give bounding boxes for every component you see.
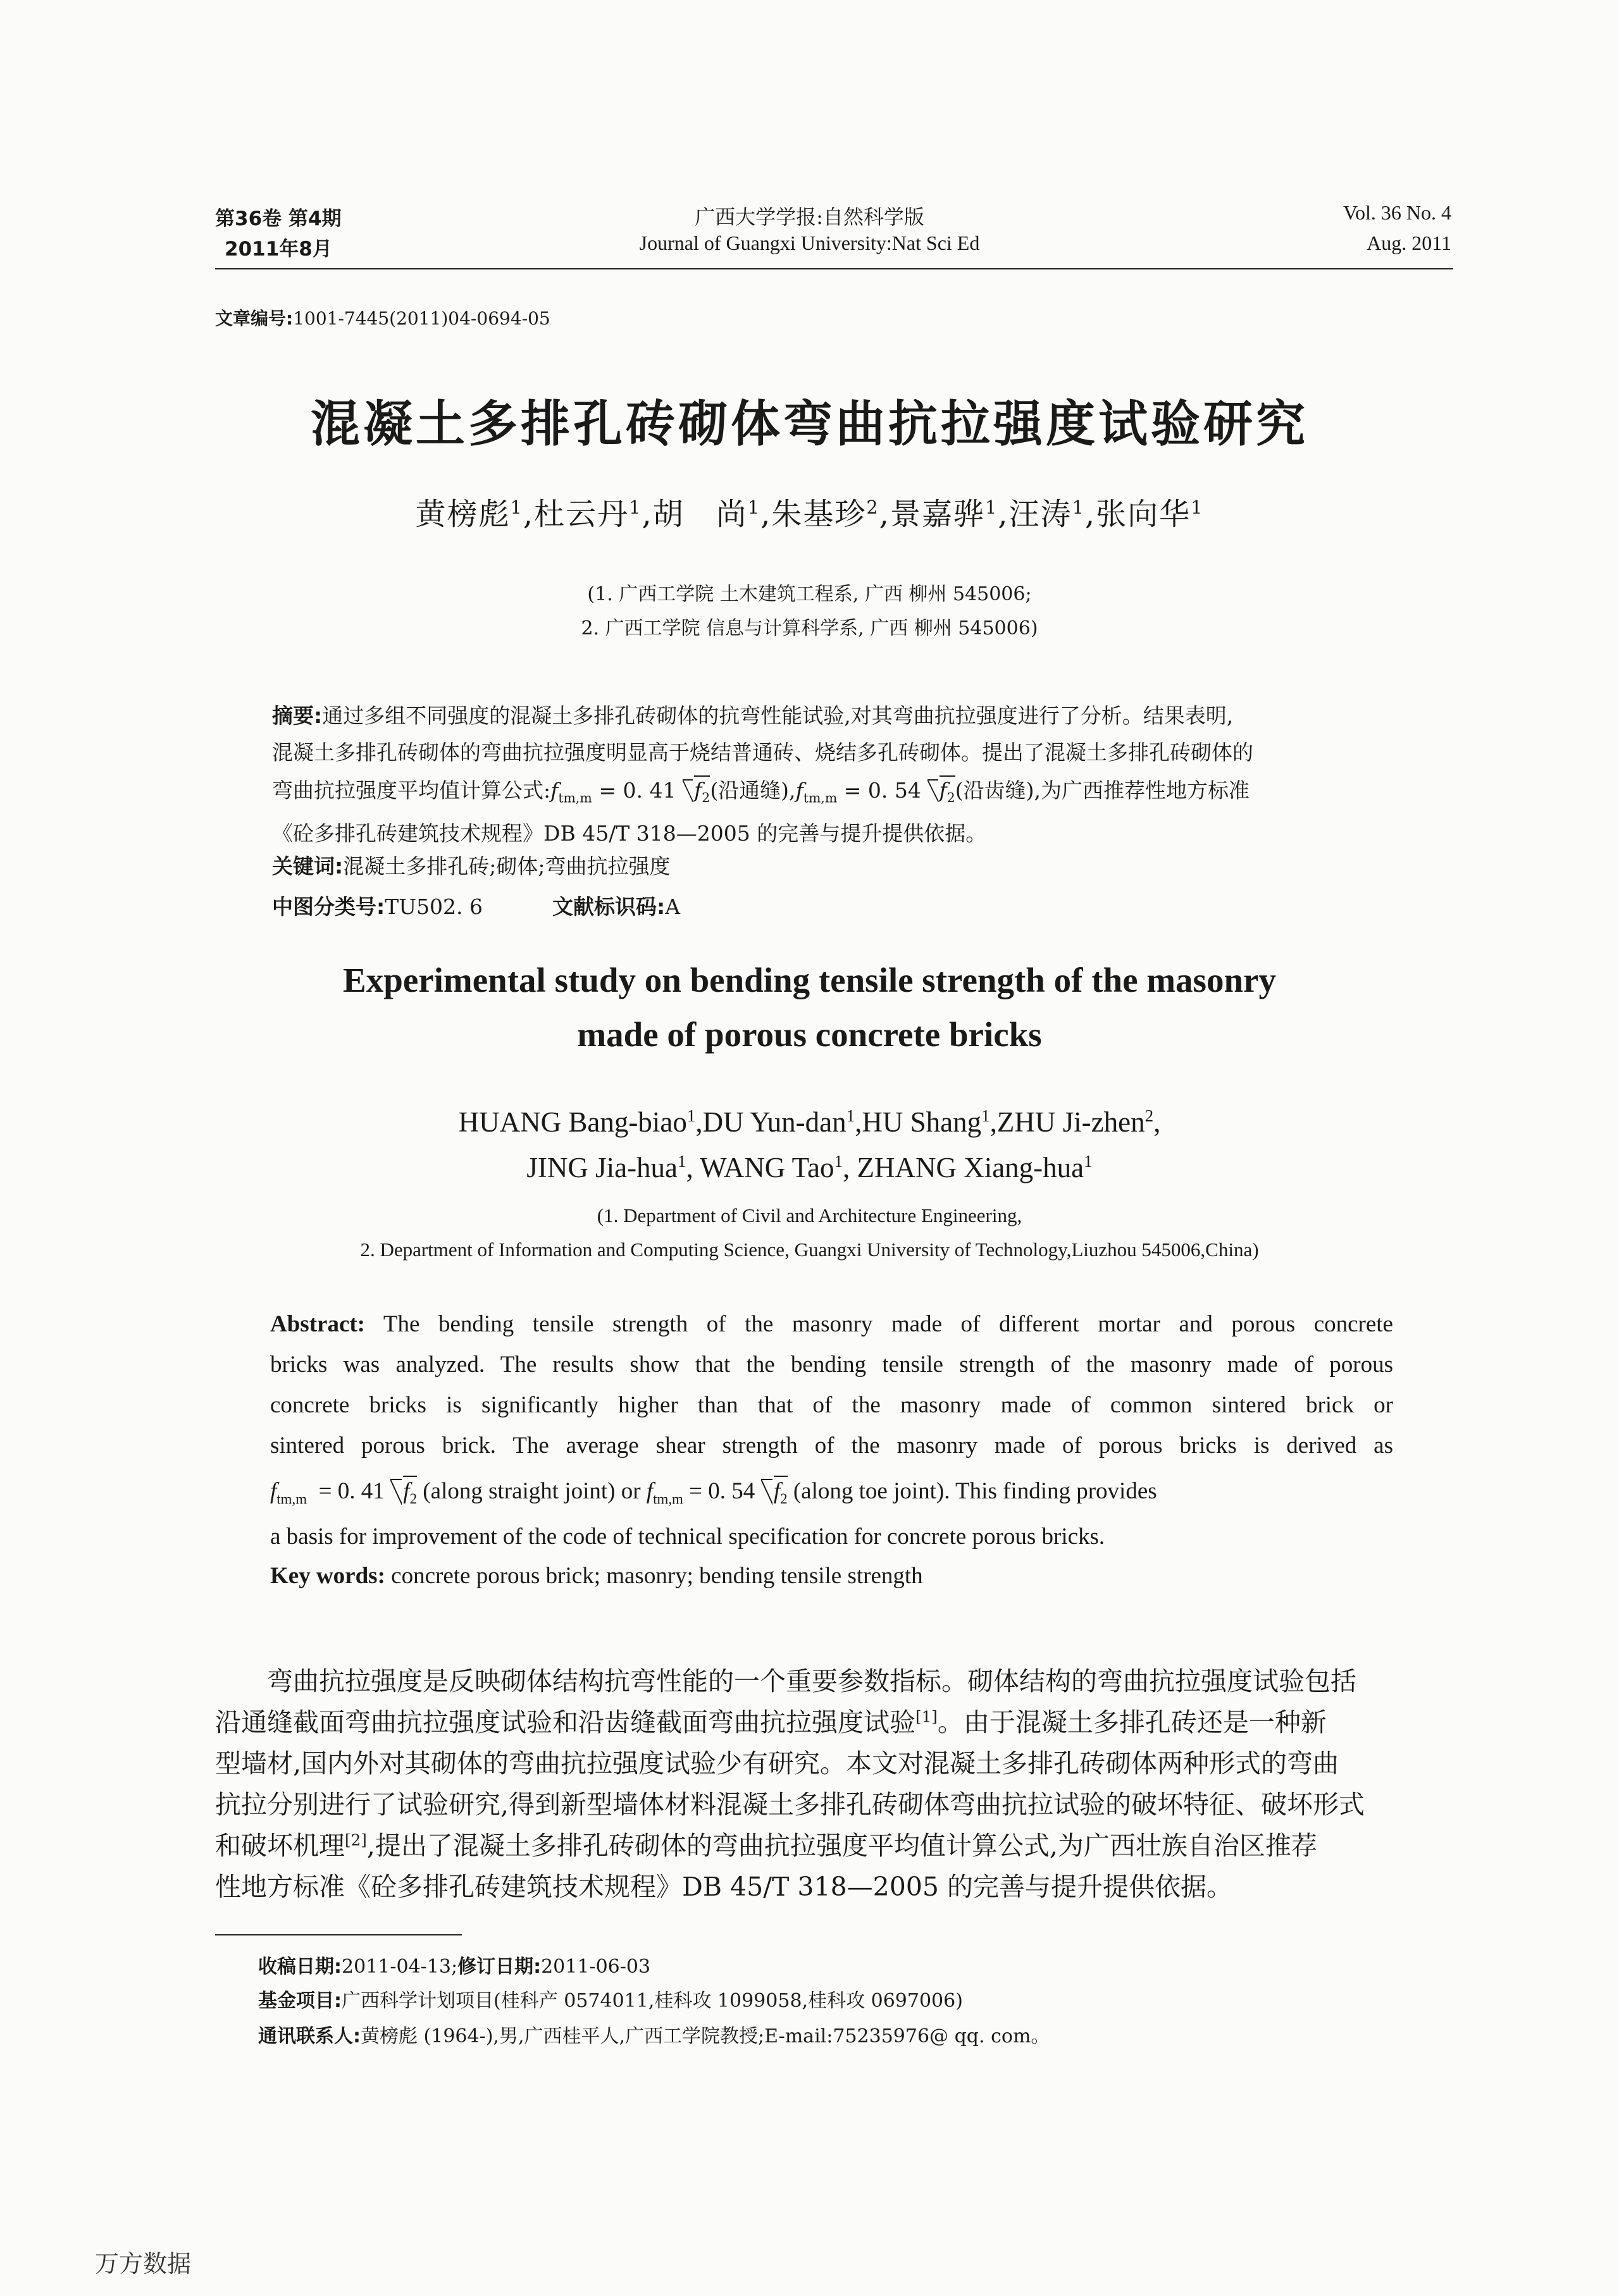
funding-value: 广西科学计划项目(桂科产 0574011,桂科攻 1099058,桂科攻 0697006) xyxy=(342,1990,963,2012)
author-en: DU Yun-dan xyxy=(702,1106,847,1138)
abstract-en-line: a basis for improvement of the code of technical specification for concrete porous bricks. xyxy=(270,1524,1105,1550)
abstract-cn-line: 混凝土多排孔砖砌体的弯曲抗拉强度明显高于烧结普通砖、烧结多孔砖砌体。提出了混凝土多排孔砖砌体的 xyxy=(272,740,1253,765)
article-number-value: 1001-7445(2011)04-0694-05 xyxy=(293,308,550,329)
formula-note: (沿齿缝),为广西推荐性地方标准 xyxy=(955,778,1250,803)
separator: , xyxy=(989,1106,997,1138)
keywords-cn-value: 混凝土多排孔砖;砌体;弯曲抗拉强度 xyxy=(343,854,671,879)
body-paragraph-line xyxy=(215,1825,1455,1862)
affiliation-mark: 1 xyxy=(629,497,642,518)
body-text: 沿通缝截面弯曲抗拉强度试验和沿齿缝截面弯曲抗拉强度试验 xyxy=(215,1707,915,1737)
affiliation-mark: 1 xyxy=(678,1152,686,1171)
volume-issue-cn: 第36卷 第4期 xyxy=(215,207,342,230)
formula-subscript: 2 xyxy=(946,790,955,806)
formula-coefficient: = 0. 54 xyxy=(689,1478,755,1504)
received-label: 收稿日期: xyxy=(258,1956,342,1978)
affiliation-mark: 1 xyxy=(984,497,998,518)
sqrt-symbol xyxy=(761,1478,788,1505)
affiliation-mark: 1 xyxy=(1191,497,1204,518)
footnote-dates: 收稿日期:2011-04-13;修订日期:2011-06-03 xyxy=(258,1956,651,1978)
abstract-en-text: The bending tensile strength of the masonry made of different mortar and porous concrete xyxy=(383,1311,1393,1337)
affiliation-mark: 1 xyxy=(510,497,523,518)
formula-subscript: 2 xyxy=(702,790,710,806)
abstract-en-line: sintered porous brick. The average shear strength of the masonry made of porous bricks is derived as xyxy=(270,1433,1393,1459)
body-paragraph-line xyxy=(215,1701,1455,1739)
funding-label: 基金项目: xyxy=(258,1990,342,2012)
separator: , xyxy=(695,1106,703,1138)
database-watermark: 万方数据 xyxy=(95,2250,192,2278)
separator: , xyxy=(642,497,653,532)
received-date: 2011-04-13 xyxy=(342,1956,451,1978)
keywords-cn xyxy=(272,850,1392,880)
author-cn: 汪涛 xyxy=(1008,497,1072,532)
affiliation-mark: 1 xyxy=(981,1106,990,1125)
affiliation-mark: 1 xyxy=(1072,497,1085,518)
revised-label: 修订日期: xyxy=(457,1956,542,1978)
author-en: ZHU Ji-zhen xyxy=(996,1106,1145,1138)
abstract-en-line xyxy=(270,1311,1393,1338)
body-paragraph-line: 抗拉分别进行了试验研究,得到新型墙体材料混凝土多排孔砖砌体弯曲抗拉试验的破坏特征、破坏形式 xyxy=(215,1789,1365,1820)
keywords-cn-label: 关键词: xyxy=(272,854,344,879)
formula-symbol: f xyxy=(939,778,947,803)
formula-coefficient: = 0. 41 xyxy=(318,1478,385,1504)
separator: , xyxy=(1084,497,1096,532)
author-en: HUANG Bang-biao xyxy=(458,1106,687,1138)
formula-symbol: f xyxy=(646,1478,654,1504)
body-paragraph-line: 性地方标准《砼多排孔砖建筑技术规程》DB 45/T 318—2005 的完善与提升提供依据。 xyxy=(215,1872,1233,1902)
formula-symbol: f xyxy=(694,778,702,803)
affiliation-en-1: (1. Department of Civil and Architecture Engineering, xyxy=(597,1204,1022,1226)
formula-subscript: tm,m xyxy=(653,1491,683,1507)
citation-ref: [1] xyxy=(915,1707,938,1726)
separator: , xyxy=(879,497,890,532)
affiliation-mark: 1 xyxy=(747,497,761,518)
body-paragraph-line: 弯曲抗拉强度是反映砌体结构抗弯性能的一个重要参数指标。砌体结构的弯曲抗拉强度试验包括 xyxy=(267,1666,1356,1696)
journal-name-cn: 广西大学学报:自然科学版 xyxy=(695,205,924,229)
formula-symbol: f xyxy=(550,778,559,803)
affiliation-mark: 1 xyxy=(834,1152,843,1171)
formula-subscript: tm,m xyxy=(558,790,592,806)
keywords-en-value: concrete porous brick; masonry; bending tensile strength xyxy=(391,1563,923,1589)
affiliation-mark: 1 xyxy=(686,1106,696,1125)
footnote-rule xyxy=(215,1934,462,1935)
abstract-cn-line xyxy=(272,700,1392,729)
formula-subscript: tm,m xyxy=(276,1491,307,1507)
formula-subscript: 2 xyxy=(780,1491,788,1507)
formula-symbol: f xyxy=(403,1478,410,1504)
abstract-en-label: Abstract: xyxy=(270,1311,366,1337)
revised-date: 2011-06-03 xyxy=(541,1956,651,1978)
author-en: HU Shang xyxy=(862,1106,982,1138)
body-paragraph-line: 型墙材,国内外对其砌体的弯曲抗拉强度试验少有研究。本文对混凝土多排孔砖砌体两种形式的弯曲 xyxy=(215,1748,1339,1779)
abstract-cn-formula-line xyxy=(272,774,1392,804)
classification-cn xyxy=(272,891,1392,920)
separator: , xyxy=(842,1152,850,1183)
keywords-en xyxy=(270,1562,1393,1589)
affiliation-cn-1: (1. 广西工学院 土木建筑工程系, 广西 柳州 545006; xyxy=(587,583,1032,605)
author-en: WANG Tao xyxy=(700,1152,834,1183)
formula-subscript: 2 xyxy=(409,1491,418,1507)
affiliation-mark: 1 xyxy=(846,1106,855,1125)
header-rule xyxy=(215,268,1453,269)
separator: , xyxy=(760,497,772,532)
footnote-funding xyxy=(258,1985,963,2013)
affiliation-en-2: 2. Department of Information and Computing Science, Guangxi University of Technology,Liuzhou 545006,China) xyxy=(360,1238,1259,1261)
author-cn: 朱基珍 xyxy=(771,497,867,532)
formula-symbol: f xyxy=(773,1478,781,1504)
author-en: ZHANG Xiang-hua xyxy=(857,1152,1084,1183)
footnote-contact xyxy=(258,2020,1050,2048)
paper-title-en-line: made of porous concrete bricks xyxy=(577,1015,1042,1054)
formula-coefficient: = 0. 54 xyxy=(843,778,921,803)
citation-ref: [2] xyxy=(345,1830,367,1849)
class-number-label: 中图分类号: xyxy=(272,894,385,919)
separator: , xyxy=(523,497,535,532)
formula-coefficient: = 0. 41 xyxy=(599,778,676,803)
sqrt-symbol xyxy=(683,778,710,806)
formula-note: (沿通缝), xyxy=(710,778,796,803)
journal-name-en: Journal of Guangxi University:Nat Sci Ed xyxy=(639,231,980,254)
author-cn: 黄榜彪 xyxy=(415,497,511,532)
formula-symbol: f xyxy=(270,1478,277,1504)
date-en: Aug. 2011 xyxy=(1367,231,1451,254)
contact-value: 黄榜彪 (1964-),男,广西桂平人,广西工学院教授;E-mail:75235976@ qq. com。 xyxy=(361,2025,1050,2047)
separator: , xyxy=(998,497,1009,532)
contact-label: 通讯联系人: xyxy=(258,2025,361,2047)
formula-symbol: f xyxy=(795,778,803,803)
author-en: JING Jia-hua xyxy=(526,1152,678,1183)
author-cn: 胡 尚 xyxy=(652,497,748,532)
formula-subscript: tm,m xyxy=(803,790,838,806)
abstract-en-formula-line xyxy=(270,1478,1393,1505)
author-cn: 张向华 xyxy=(1096,497,1191,532)
author-cn: 杜云丹 xyxy=(534,497,630,532)
authors-en-line xyxy=(0,1106,1619,1139)
formula-note: (along straight joint) or xyxy=(423,1478,641,1504)
article-number-label: 文章编号: xyxy=(215,308,294,329)
abstract-en-line: concrete bricks is significantly higher than that of the masonry made of common sintered brick or xyxy=(270,1392,1393,1418)
document-code-value: A xyxy=(665,894,681,919)
body-text: 和破坏机理 xyxy=(215,1830,345,1861)
abstract-cn-text: 通过多组不同强度的混凝土多排孔砖砌体的抗弯性能试验,对其弯曲抗拉强度进行了分析。结果表明, xyxy=(322,703,1234,728)
formula-note: (along toe joint). This finding provides xyxy=(793,1478,1157,1504)
authors-cn xyxy=(0,490,1619,533)
document-code-label: 文献标识码: xyxy=(552,894,666,919)
authors-en-line xyxy=(0,1151,1619,1184)
author-cn: 景嘉骅 xyxy=(890,497,985,532)
body-text: ,提出了混凝土多排孔砖砌体的弯曲抗拉强度平均值计算公式,为广西壮族自治区推荐 xyxy=(366,1830,1317,1861)
separator: , xyxy=(1153,1106,1161,1138)
volume-issue-en: Vol. 36 No. 4 xyxy=(1343,201,1451,224)
body-text: 。由于混凝土多排孔砖还是一种新 xyxy=(937,1707,1327,1737)
abstract-cn-label: 摘要: xyxy=(272,703,323,728)
affiliation-cn-2: 2. 广西工学院 信息与计算科学系, 广西 柳州 545006) xyxy=(581,617,1038,639)
paper-title-en-line: Experimental study on bending tensile strength of the masonry xyxy=(343,961,1276,999)
separator: , xyxy=(855,1106,862,1138)
sqrt-symbol xyxy=(927,778,955,806)
class-number-value: TU502. 6 xyxy=(385,894,483,919)
abstract-cn-text: 弯曲抗拉强度平均值计算公式: xyxy=(272,778,551,803)
separator: , xyxy=(686,1152,693,1183)
affiliation-mark: 1 xyxy=(1084,1152,1093,1171)
affiliation-mark: 2 xyxy=(866,497,879,518)
paper-title-cn: 混凝土多排孔砖砌体弯曲抗拉强度试验研究 xyxy=(310,396,1308,453)
affiliation-mark: 2 xyxy=(1144,1106,1154,1125)
keywords-en-label: Key words: xyxy=(270,1563,385,1589)
sqrt-symbol xyxy=(390,1478,417,1505)
date-cn: 2011年8月 xyxy=(225,238,332,261)
abstract-en-line: bricks was analyzed. The results show that the bending tensile strength of the masonry made of porous xyxy=(270,1352,1393,1378)
abstract-cn-line: 《砼多排孔砖建筑技术规程》DB 45/T 318—2005 的完善与提升提供依据。 xyxy=(272,821,987,846)
article-number xyxy=(215,305,550,330)
